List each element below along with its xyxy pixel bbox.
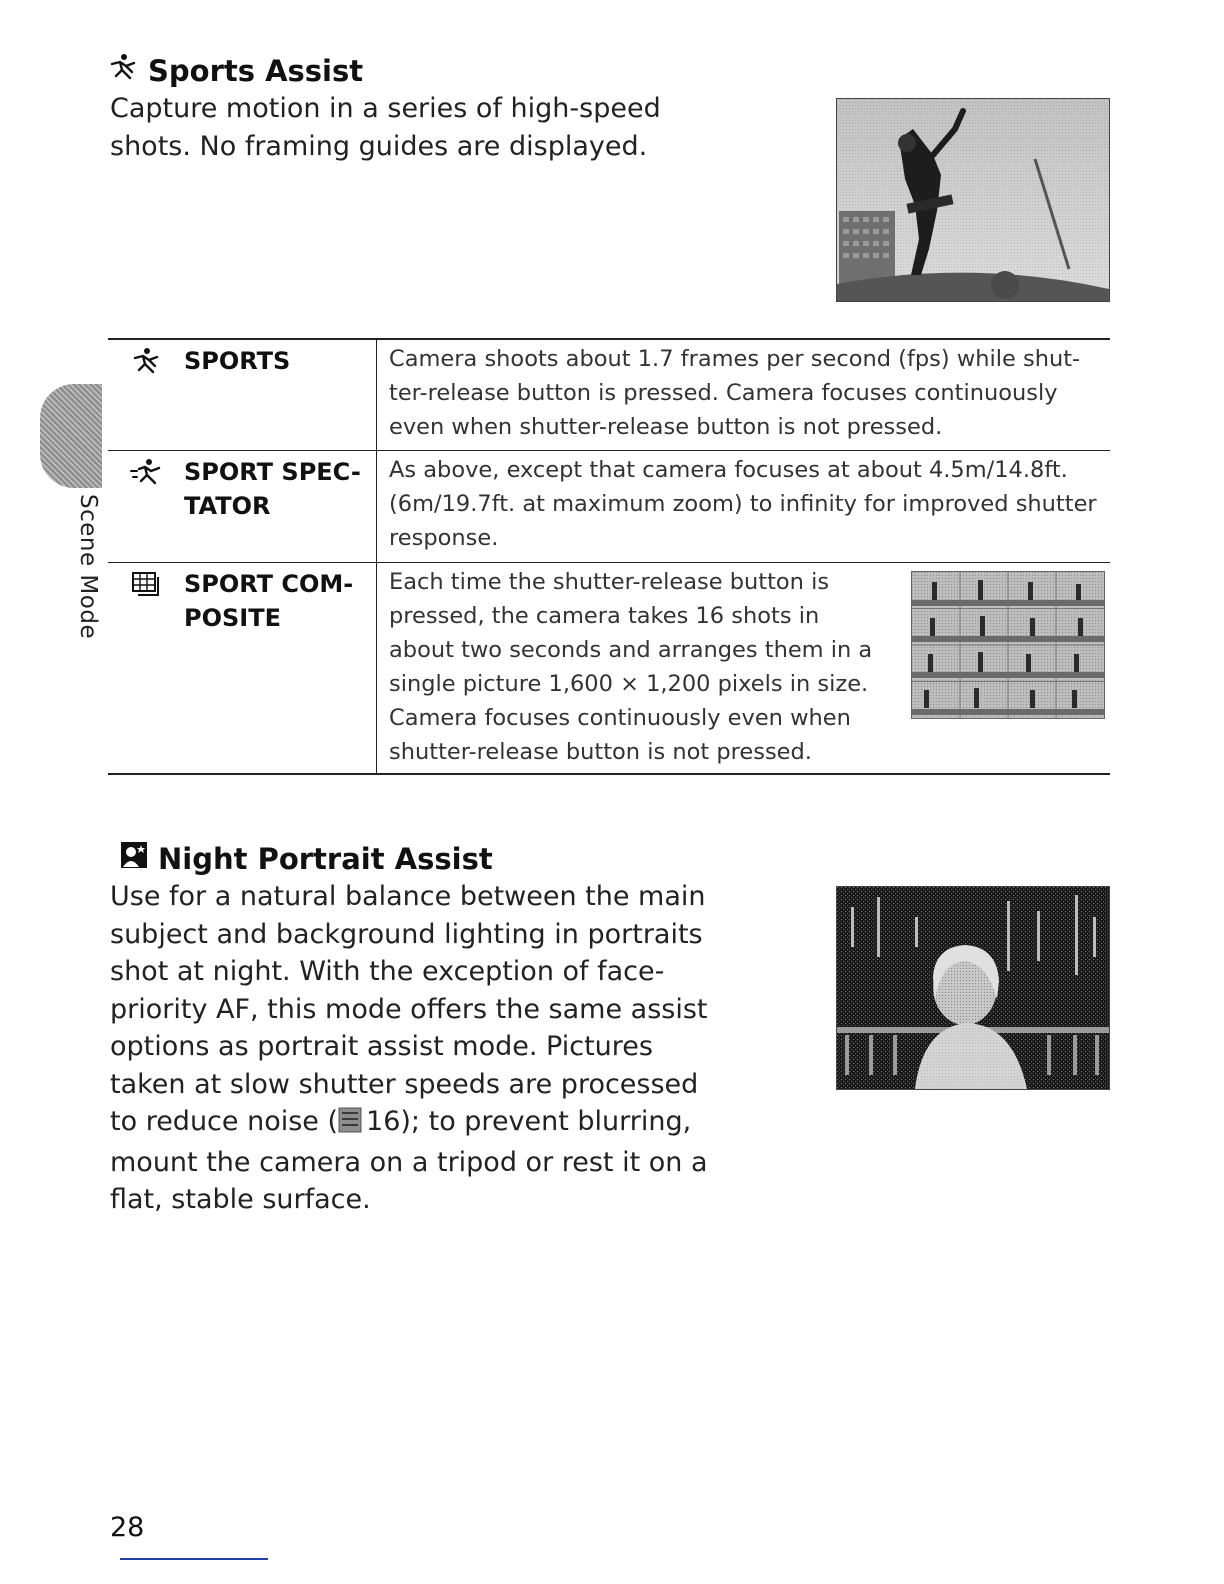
sports-icon (108, 52, 138, 89)
page-number: 28 (110, 1512, 145, 1543)
sports-modes-table (108, 338, 1110, 775)
sport-composite-mode-cell (376, 563, 1110, 773)
night-portrait-photo (836, 886, 1110, 1090)
table-row-sport-composite (108, 562, 1110, 773)
sport-composite-mode-name: SPORT COM-POSITE (184, 570, 354, 632)
sports-photo (836, 98, 1110, 302)
sports-mode-name: SPORTS (184, 347, 291, 375)
sport-spectator-icon (129, 472, 163, 491)
night-portrait-assist-title: Night Portrait Assist (158, 841, 493, 876)
sports-mode-description: Camera shoots about 1.7 frames per second (fps) while shut-ter-release button is pressed. Camera focuses continuously even when shutter-release button is not pressed. (376, 340, 1110, 450)
reference-page: 16 (366, 1106, 401, 1137)
chapter-tab-label: Scene Mode (75, 494, 101, 640)
sports-assist-description: Capture motion in a series of high-speed shots. No framing guides are displayed. (110, 93, 661, 162)
sports-assist-heading (108, 52, 363, 89)
chapter-tab-marker (40, 384, 102, 488)
night-portrait-assist-heading (120, 841, 493, 876)
table-row-sport-spectator (108, 450, 1110, 562)
night-portrait-assist-description (110, 878, 708, 1219)
sport-composite-photo (911, 571, 1105, 719)
night-portrait-description-part2: ); to prevent blurring, mount the camera on a tripod or rest it on a flat, stable surface. (110, 1106, 708, 1215)
sport-composite-mode-description: Each time the shutter-release button is pressed, the camera takes 16 shots in about two seconds and arranges them in a single picture 1,600 × 1,200 pixels in size. Camera focuses continuously even when shutter-release button is not pressed. (389, 569, 873, 765)
night-portrait-icon (120, 841, 148, 876)
table-row-sports (108, 340, 1110, 450)
night-portrait-description-part1: Use for a natural balance between the main subject and background lighting in portraits shot at night. With the exception of face-priority AF, this mode offers the same assist options as portrait assist mode. Pictures taken at slow shutter speeds are processed to reduce noise ( (110, 881, 708, 1137)
sport-spectator-mode-description: As above, except that camera focuses at about 4.5m/14.8ft. (6m/19.7ft. at maximum zoom) to infinity for improved shutter response. (376, 451, 1110, 562)
footer-rule (120, 1558, 268, 1560)
sports-icon (131, 361, 161, 380)
sport-composite-icon (130, 584, 162, 603)
sports-assist-title: Sports Assist (148, 53, 364, 88)
reference-icon (338, 1106, 362, 1144)
sport-spectator-mode-name: SPORT SPEC-TATOR (184, 458, 361, 520)
